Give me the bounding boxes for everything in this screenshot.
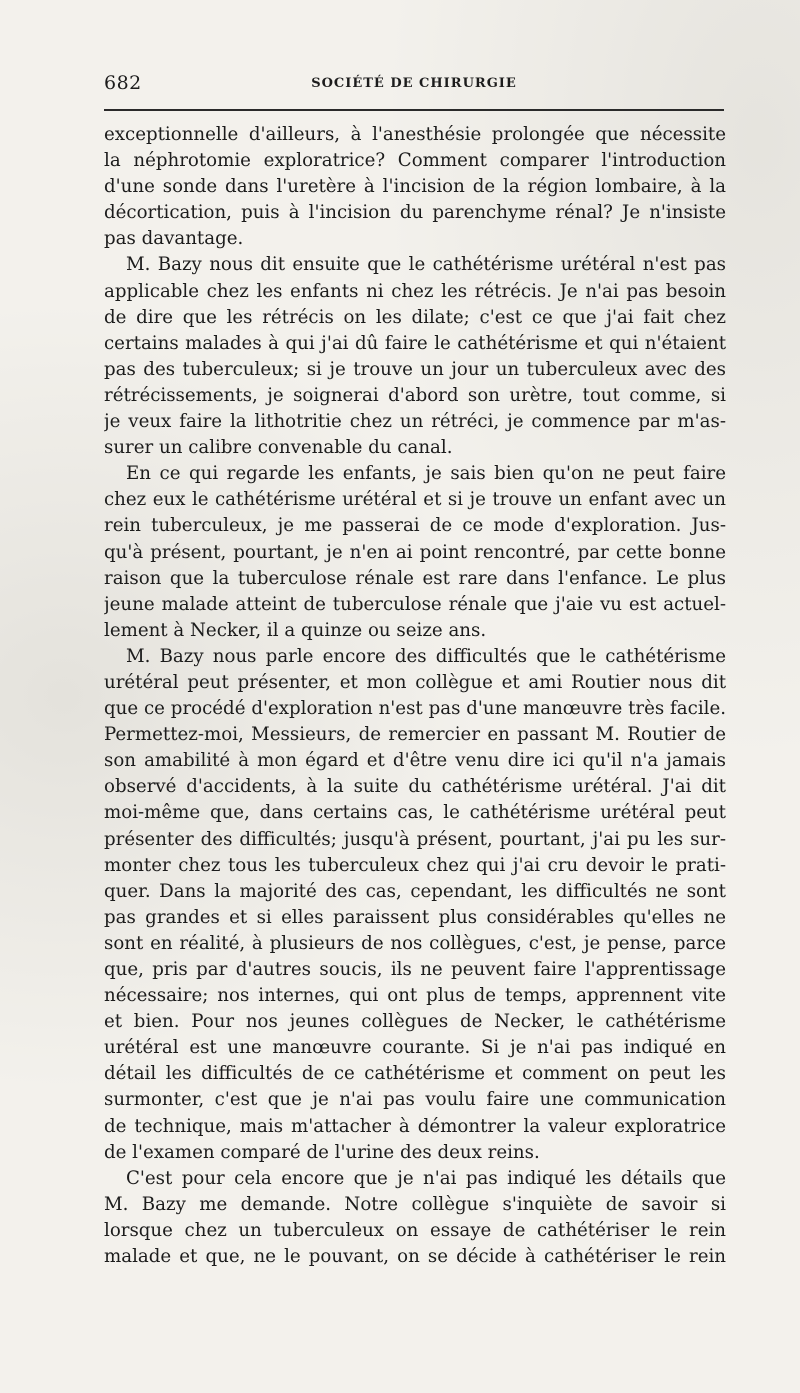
- text-line: surer un calibre convenable du canal.: [104, 437, 453, 459]
- text-line: d'une sonde dans l'uretère à l'incision de la région lombaire, à la: [104, 176, 726, 198]
- text-line: pas grandes et si elles paraissent plus considérables qu'elles ne: [104, 906, 726, 928]
- text-line: rétrécissements, je soignerai d'abord son urètre, tout comme, si: [104, 384, 726, 406]
- text-line: que ce procédé d'exploration n'est pas d'une manœuvre très facile.: [104, 698, 726, 720]
- running-title: SOCIÉTÉ DE CHIRURGIE: [311, 76, 517, 91]
- text-line: présenter des difficultés; jusqu'à présent, pourtant, j'ai pu les sur-: [104, 828, 726, 850]
- text-line: monter chez tous les tuberculeux chez qui j'ai cru devoir le prati-: [104, 854, 726, 876]
- text-line: qu'à présent, pourtant, je n'en ai point rencontré, par cette bonne: [104, 541, 726, 563]
- text-line: pas des tuberculeux; si je trouve un jour un tuberculeux avec des: [104, 358, 726, 380]
- text-line: raison que la tuberculose rénale est rare dans l'enfance. Le plus: [104, 567, 726, 589]
- text-line: En ce qui regarde les enfants, je sais bien qu'on ne peut faire: [126, 463, 726, 485]
- header-rule: [104, 109, 724, 111]
- text-line: lorsque chez un tuberculeux on essaye de cathétériser le rein: [104, 1219, 726, 1241]
- text-line: urétéral est une manœuvre courante. Si je n'ai pas indiqué en: [104, 1037, 726, 1059]
- paragraph: [104, 122, 726, 252]
- text-line: C'est pour cela encore que je n'ai pas indiqué les détails que: [126, 1167, 726, 1189]
- text-line: son amabilité à mon égard et d'être venu dire ici qu'il n'a jamais: [104, 750, 726, 772]
- text-line: nécessaire; nos internes, qui ont plus de temps, apprennent vite: [104, 985, 726, 1007]
- page-number: 682: [104, 72, 142, 94]
- text-line: observé d'accidents, à la suite du cathétérisme urétéral. J'ai dit: [104, 776, 726, 798]
- paragraph: [104, 1166, 726, 1270]
- text-line: malade et que, ne le pouvant, on se décide à cathétériser le rein: [104, 1246, 726, 1268]
- text-line: Permettez-moi, Messieurs, de remercier en passant M. Routier de: [104, 724, 726, 746]
- text-line: applicable chez les enfants ni chez les rétrécis. Je n'ai pas besoin: [104, 280, 726, 302]
- text-line: décortication, puis à l'incision du parenchyme rénal? Je n'insiste: [104, 202, 726, 224]
- text-line: quer. Dans la majorité des cas, cependant, les difficultés ne sont: [104, 880, 726, 902]
- text-line: certains malades à qui j'ai dû faire le cathétérisme et qui n'étaient: [104, 332, 726, 354]
- text-line: lement à Necker, il a quinze ou seize ans.: [104, 619, 487, 641]
- text-line: de technique, mais m'attacher à démontrer la valeur exploratrice: [104, 1115, 726, 1137]
- text-line: sont en réalité, à plusieurs de nos collègues, c'est, je pense, parce: [104, 932, 726, 954]
- paragraph: [104, 461, 726, 644]
- paragraph: [104, 644, 726, 1166]
- text-line: je veux faire la lithotritie chez un rétréci, je commence par m'as-: [104, 411, 726, 433]
- text-line: M. Bazy nous parle encore des difficultés que le cathétérisme: [126, 645, 726, 667]
- text-line: jeune malade atteint de tuberculose rénale que j'aie vu est actuel-: [104, 593, 726, 615]
- text-line: moi-même que, dans certains cas, le cathétérisme urétéral peut: [104, 802, 726, 824]
- paragraph: [104, 252, 726, 461]
- text-line: exceptionnelle d'ailleurs, à l'anesthésie prolongée que nécessite: [104, 124, 726, 145]
- text-line: détail les difficultés de ce cathétérisme et comment on peut les: [104, 1063, 726, 1085]
- text-line: la néphrotomie exploratrice? Comment comparer l'introduction: [104, 150, 726, 172]
- text-line: chez eux le cathétérisme urétéral et si je trouve un enfant avec un: [104, 489, 726, 511]
- text-line: pas davantage.: [104, 228, 244, 250]
- text-line: urétéral peut présenter, et mon collègue et ami Routier nous dit: [104, 671, 726, 693]
- text-line: et bien. Pour nos jeunes collègues de Necker, le cathétérisme: [104, 1011, 726, 1033]
- body-text: [104, 122, 726, 1270]
- text-line: M. Bazy me demande. Notre collègue s'inquiète de savoir si: [104, 1193, 726, 1215]
- text-line: de dire que les rétrécis on les dilate; c'est ce que j'ai fait chez: [104, 306, 726, 328]
- text-line: surmonter, c'est que je n'ai pas voulu faire une communication: [104, 1089, 726, 1111]
- text-line: rein tuberculeux, je me passerai de ce mode d'exploration. Jus-: [104, 515, 726, 537]
- text-line: M. Bazy nous dit ensuite que le cathétérisme urétéral n'est pas: [126, 254, 726, 276]
- text-line: que, pris par d'autres soucis, ils ne peuvent faire l'apprentissage: [104, 959, 726, 980]
- text-line: de l'examen comparé de l'urine des deux reins.: [104, 1141, 540, 1163]
- running-header: [104, 70, 724, 100]
